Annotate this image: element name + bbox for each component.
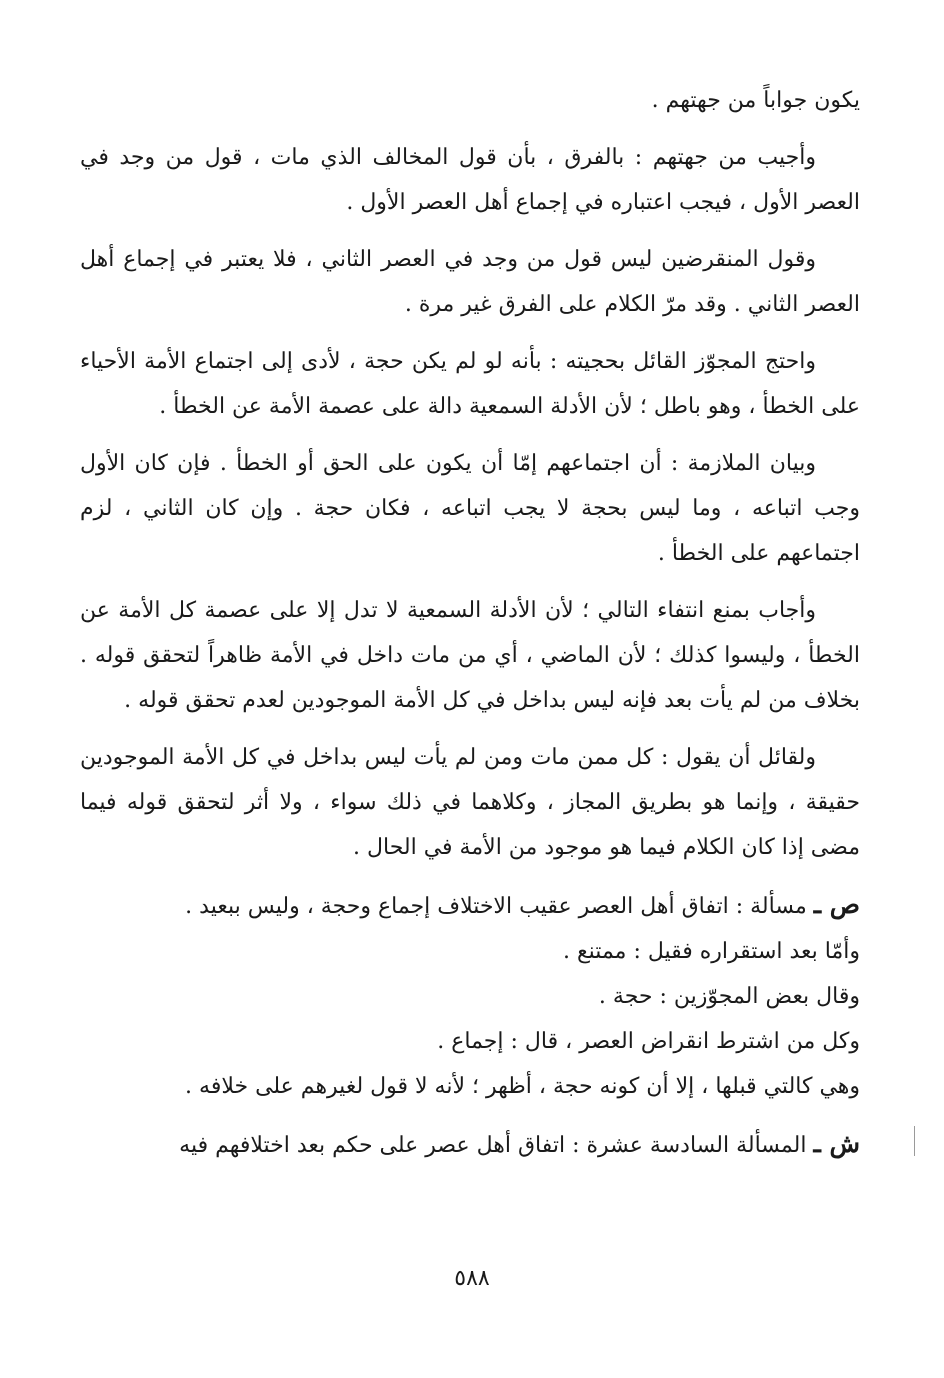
paragraph-5: وبيان الملازمة : أن اجتماعهم إمّا أن يكون على الحق أو الخطأ . فإن كان الأول وجب اتباعه ، وما ليس بحجة لا يجب اتباعه ، فكان حجة . وإن كان الثاني ، لزم اجتماعهم على الخطأ . bbox=[80, 451, 860, 566]
matn-line-text: مسألة : اتفاق أهل العصر عقيب الاختلاف إجماع وحجة ، وليس ببعيد . bbox=[185, 894, 807, 919]
matn-line-1 bbox=[80, 882, 860, 929]
page-number: ٥٨٨ bbox=[454, 1266, 490, 1291]
paragraph-1: يكون جواباً من جهتهم . bbox=[651, 88, 860, 113]
paragraph-3: وقول المنقرضين ليس قول من وجد في العصر الثاني ، فلا يعتبر في إجماع أهل العصر الثاني . وقد مرّ الكلام على الفرق غير مرة . bbox=[80, 247, 860, 317]
sharh-text: المسألة السادسة عشرة : اتفاق أهل عصر على حكم بعد اختلافهم فيه bbox=[179, 1133, 807, 1158]
matn-line-4: وكل من اشترط انقراض العصر ، قال : إجماع . bbox=[437, 1029, 860, 1054]
matn-block bbox=[80, 882, 860, 1109]
margin-rule bbox=[914, 1126, 915, 1156]
paragraph-7: ولقائل أن يقول : كل ممن مات ومن لم يأت ليس بداخل في كل الأمة الموجودين حقيقة ، وإنما هو بطريق المجاز ، وكلاهما في ذلك سواء ، ولا أثر لتحقق قوله فيما مضى إذا كان الكلام فيما هو موجود من الأمة في الحال . bbox=[80, 745, 860, 860]
matn-line-5: وهي كالتي قبلها ، إلا أن كونه حجة ، أظهر ؛ لأنه لا قول لغيرهم على خلافه . bbox=[185, 1074, 860, 1099]
page-body bbox=[80, 78, 860, 1168]
matn-line-3: وقال بعض المجوّزين : حجة . bbox=[598, 984, 860, 1009]
paragraph-2: وأجيب من جهتهم : بالفرق ، بأن قول المخالف الذي مات ، قول من وجد في العصر الأول ، فيجب اعتباره في إجماع أهل العصر الأول . bbox=[80, 145, 860, 215]
matn-line-2: وأمّا بعد استقراره فقيل : ممتنع . bbox=[562, 939, 860, 964]
paragraph-4: واحتج المجوّز القائل بحجيته : بأنه لو لم يكن حجة ، لأدى إلى اجتماع الأمة الأحياء على الخطأ ، وهو باطل ؛ لأن الأدلة السمعية دالة على عصمة الأمة عن الخطأ . bbox=[80, 349, 860, 419]
paragraph-6: وأجاب بمنع انتفاء التالي ؛ لأن الأدلة السمعية لا تدل إلا على عصمة كل الأمة عن الخطأ ، وليسوا كذلك ؛ لأن الماضي ، أي من مات داخل في الأمة ظاهراً لتحقق قوله . بخلاف من لم يأت بعد فإنه ليس بداخل في كل الأمة الموجودين لعدم تحقق قوله . bbox=[80, 598, 860, 713]
matn-marker: ص ـ bbox=[813, 890, 860, 919]
sharh-marker: ش ـ bbox=[813, 1129, 860, 1158]
sharh-line bbox=[80, 1121, 860, 1168]
